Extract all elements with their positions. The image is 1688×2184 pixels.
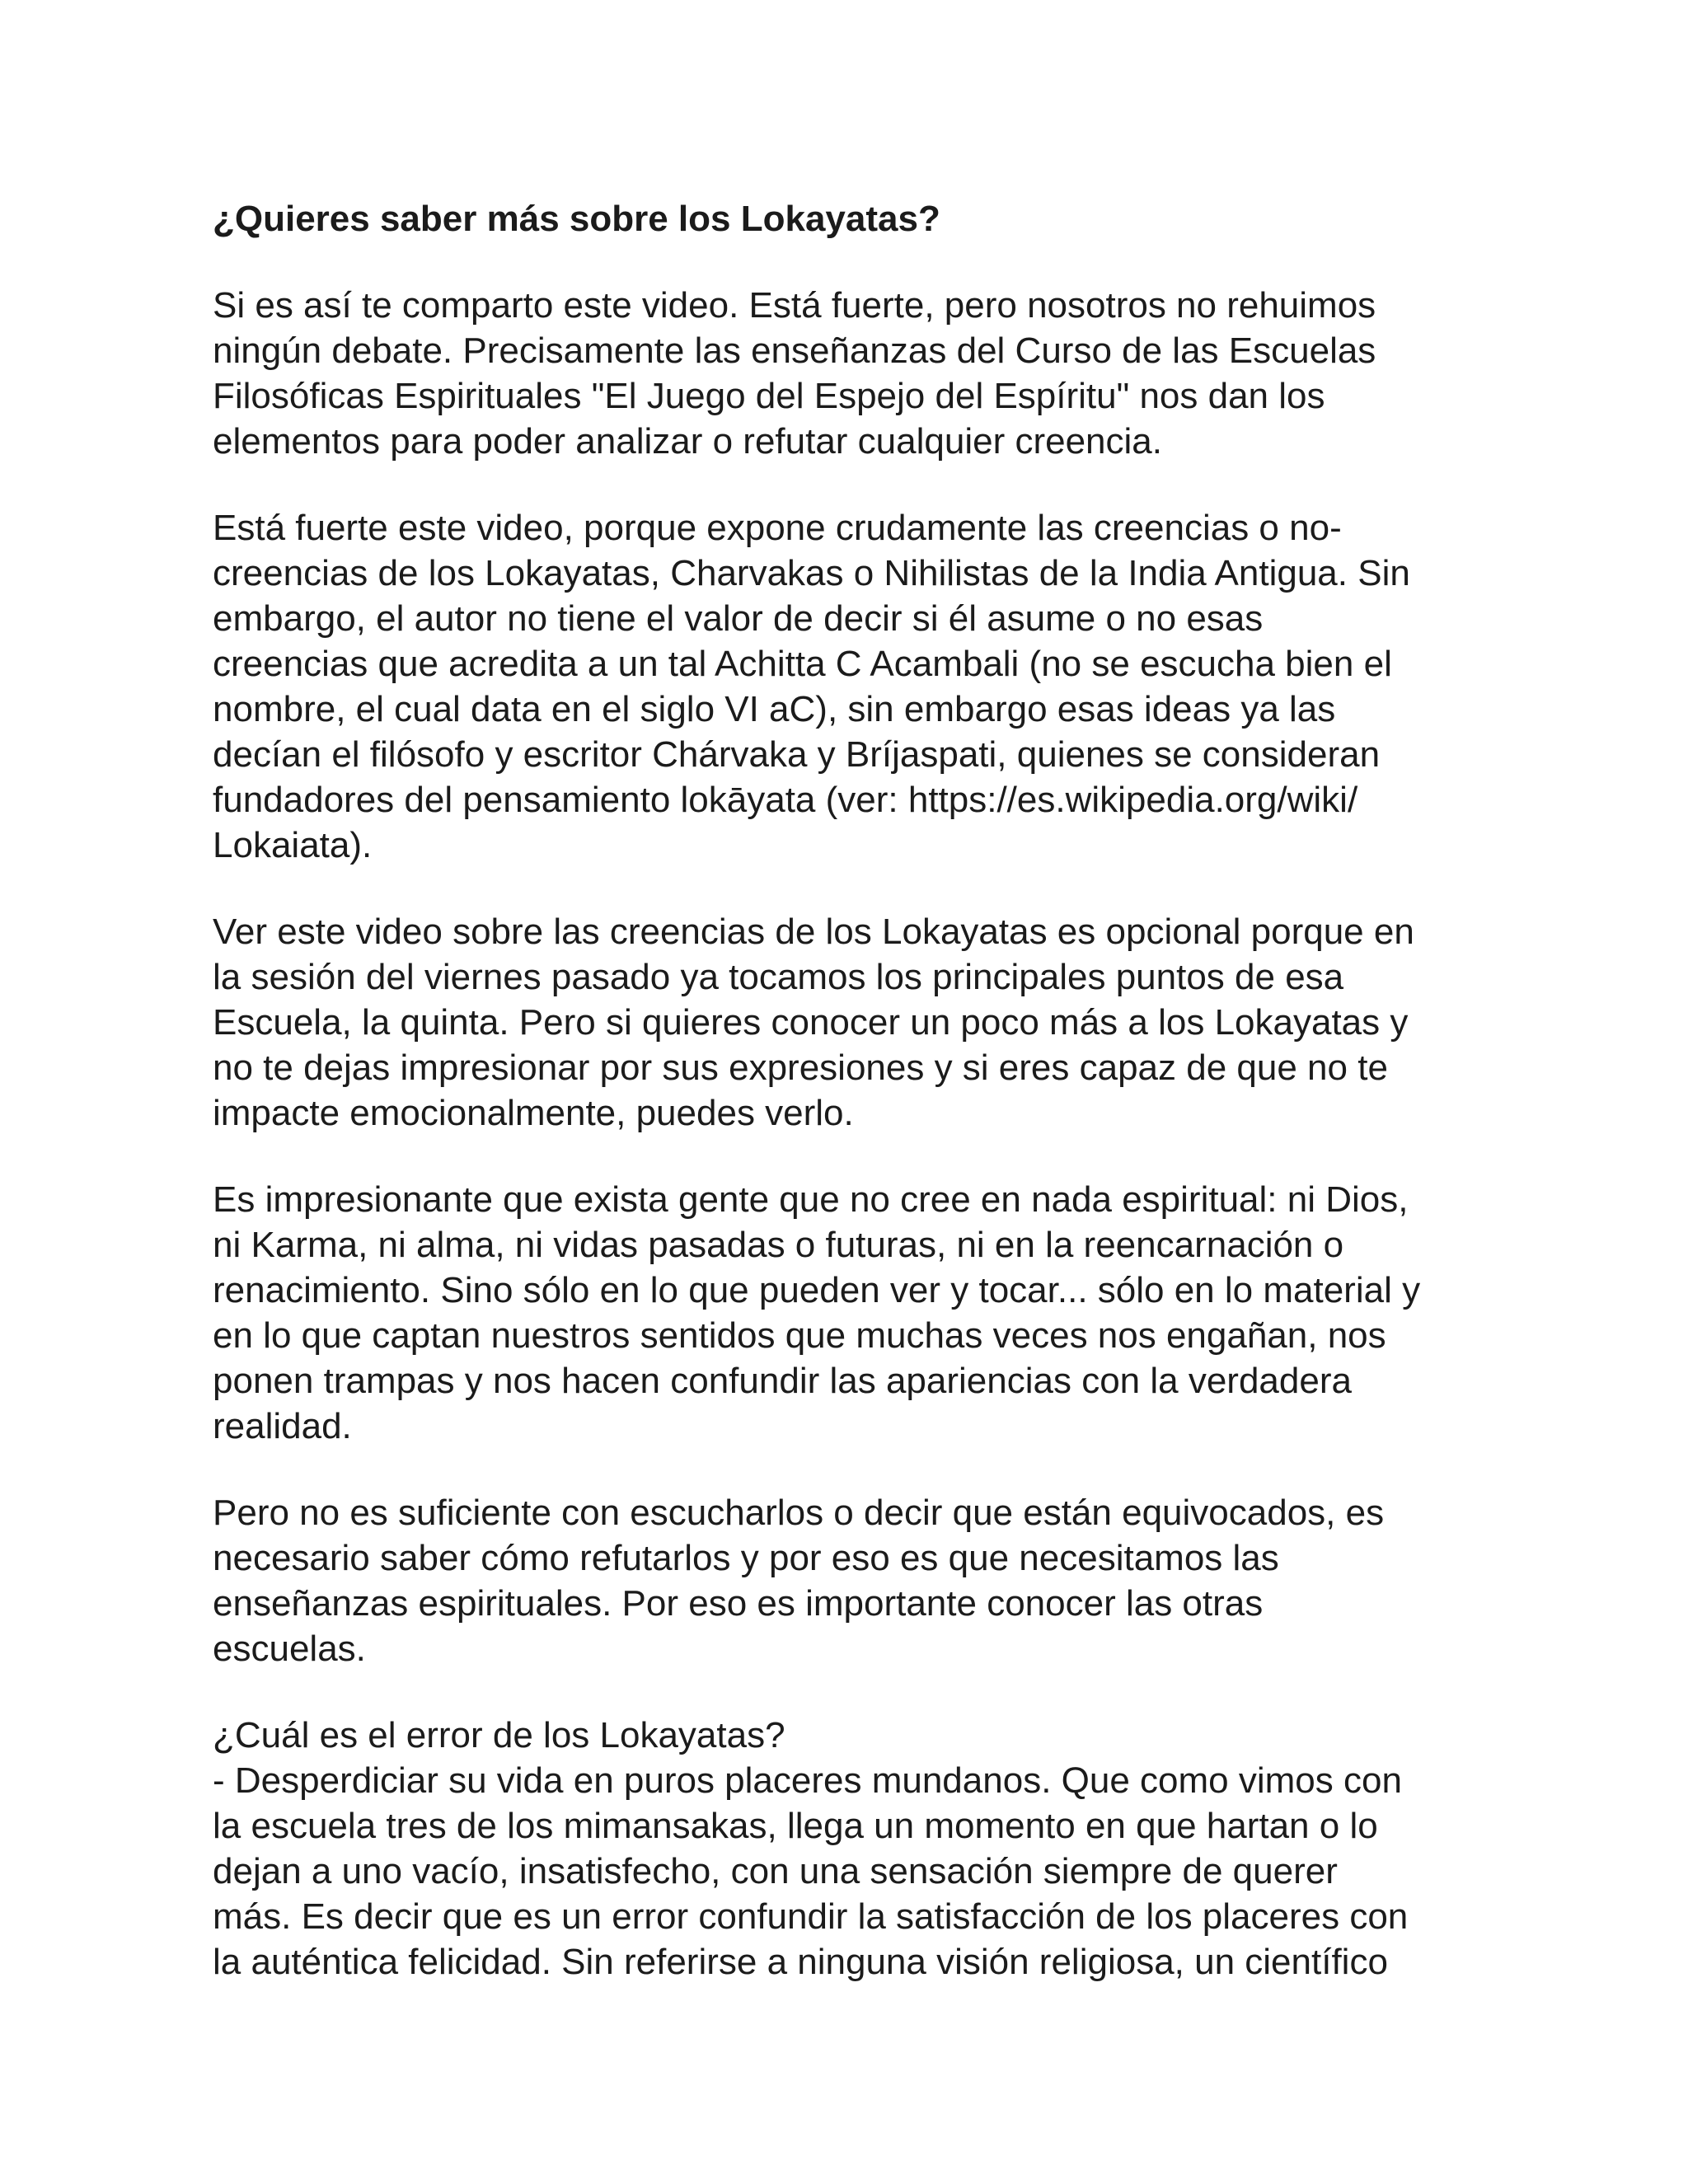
paragraph-refutation: Pero no es suficiente con escucharlos o decir que están equivocados, es necesario saber cómo refutarlos y por eso es que necesitamos las enseñanzas espirituales. Por eso es importante conocer las otras escuelas.: [213, 1493, 1385, 1669]
paragraph-optional-viewing: Ver este video sobre las creencias de los Lokayatas es opcional porque en la sesión del viernes pasado ya tocamos los principales puntos de esa Escuela, la quinta. Pero si quieres conocer un poco más a los Lokayatas y no te dejas impresionar por sus expresiones y si eres capaz de que no te impacte emocionalmente, puedes verlo.: [213, 912, 1414, 1133]
paragraph-materialism: Es impresionante que exista gente que no cree en nada espiritual: ni Dios, ni Karma, ni alma, ni vidas pasadas o futuras, ni en la reencarnación o renacimiento. Sino sólo en lo que pueden ver y tocar... sólo en lo material y en lo que captan nuestros sentidos que muchas veces nos engañan, nos ponen trampas y nos hacen confundir las apariencias con la verdadera realidad.: [213, 1179, 1421, 1446]
paragraph-intro: Si es así te comparto este video. Está fuerte, pero nosotros no rehuimos ningún debate. Precisamente las enseñanzas del Curso de las Escuelas Filosóficas Espirituales "El Juego del Espejo del Espíritu" nos dan los elementos para poder analizar o refutar cualquier creencia.: [213, 285, 1376, 462]
document-title: ¿Quieres saber más sobre los Lokayatas?: [213, 199, 940, 239]
paragraph-video-description: Está fuerte este video, porque expone crudamente las creencias o no- creencias de los Lokayatas, Charvakas o Nihilistas de la India Antigua. Sin embargo, el autor no tiene el valor de decir si él asume o no esas creencias que acredita a un tal Achitta C Acambali (no se escucha bien el nombre, el cual data en el siglo VI aC), sin embargo esas ideas ya las decían el filósofo y escritor Chárvaka y Bríjaspati, quienes se consideran fundadores del pensamiento lokāyata (ver: https://es.wikipedia.org/wiki/ Lokaiata).: [213, 508, 1410, 865]
paragraph-error-question: ¿Cuál es el error de los Lokayatas? - Desperdiciar su vida en puros placeres mundanos. Que como vimos con la escuela tres de los mimansakas, llega un momento en que hartan o lo dejan a uno vacío, insatisfecho, con una sensación siempre de querer más. Es decir que es un error confundir la satisfacción de los placeres con la auténtica felicidad. Sin referirse a ninguna visión religiosa, un científico: [213, 1715, 1409, 1982]
document-body: [213, 196, 1498, 1985]
